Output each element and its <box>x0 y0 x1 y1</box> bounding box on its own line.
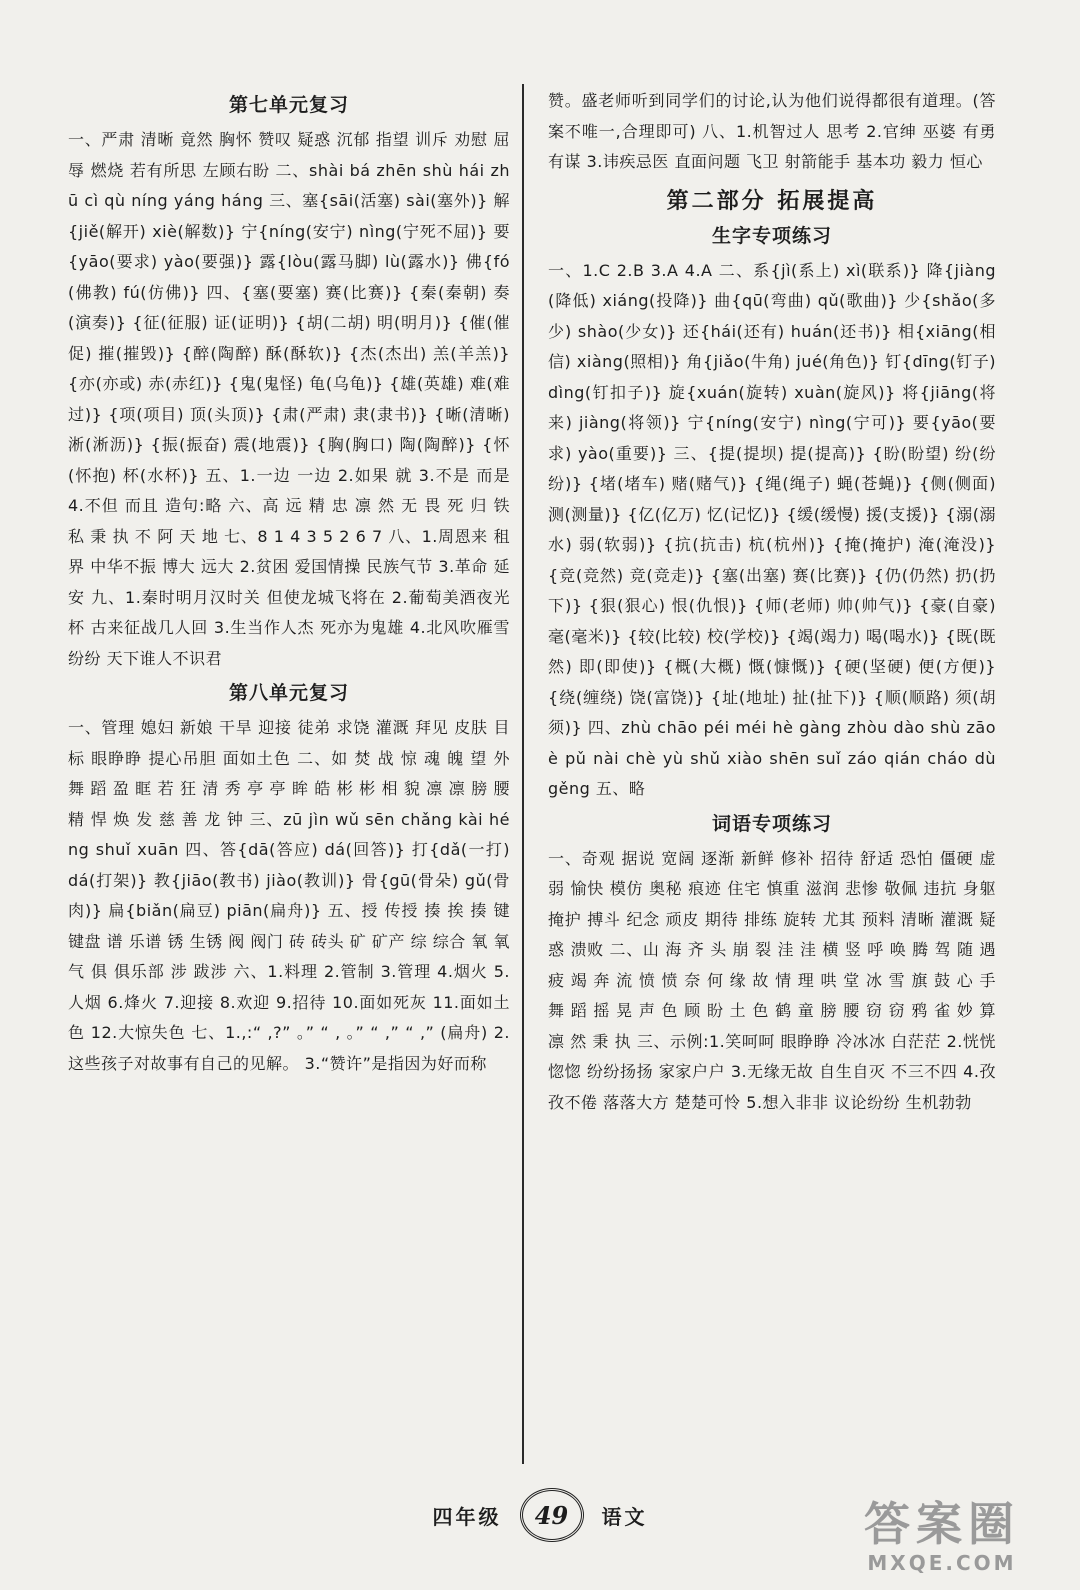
page-number: 49 <box>534 1500 569 1530</box>
left-column <box>68 86 510 1079</box>
right-column <box>548 86 996 1118</box>
part2-title: 第二部分 拓展提高 <box>666 188 878 214</box>
unit7-title: 第七单元复习 <box>228 94 349 116</box>
subject-label: 语文 <box>601 1504 648 1529</box>
column-divider <box>522 84 524 1464</box>
watermark-domain: MXQE.COM <box>867 1551 1017 1575</box>
chars-practice-title: 生字专项练习 <box>711 224 832 247</box>
unit8-title: 第八单元复习 <box>228 682 349 704</box>
grade-label: 四年级 <box>432 1504 502 1529</box>
chars-practice-answers: 一、1.C 2.B 3.A 4.A 二、系{jì(系上) xì(联系)} 降{jiàng(降低) xiáng(投降)} 曲{qū(弯曲) qǔ(歌曲)} 少{shǎo(多少) shào(少女)} 还{hái(还有) huán(还书)} 相{xiāng(相信) xiàng(照相)} 角{jiǎo(牛角) jué(角色)} 钉{dīng(钉子) dìng(钉扣子)} 旋{xuán(旋转) xuàn(旋风)} 将{jiāng(将来) jiàng(将领)} 宁{níng(安宁) nìng(宁可)} 要{yāo(要求) yào(重要)} 三、{提(提坝) 提(提高)} {盼(盼望) 纷(纷纷)} {堵(堵车) 赌(赌气)} {绳(绳子) 蝇(苍蝇)} {侧(侧面) 测(测量)} {亿(亿万) 忆(记忆)} {缓(缓慢) 援(支援)} {溺(溺水) 弱(软弱)} {抗(抗击) 杭(杭州)} {掩(掩护) 淹(淹没)} {竞(竞然) 竞(竞走)} {塞(出塞) 赛(比赛)} {仍(仍然) 扔(扔下)} {狠(狠心) 恨(仇恨)} {师(老师) 帅(帅气)} {豪(自豪) 毫(毫米)} {较(比较) 校(学校)} {竭(竭力) 喝(喝水)} {既(既然) 即(即使)} {概(大概) 慨(慷慨)} {硬(坚硬) 便(方便)} {绕(缠绕) 饶(富饶)} {址(地址) 扯(扯下)} {顺(顺路) 须(胡须)} 四、zhù chāo péi méi hè gàng zhòu dào shù zāo è pǔ nài chè yù shǔ xiào shēn suǐ záo qián cháo dù gěng 五、略 <box>548 260 996 798</box>
words-practice-title: 词语专项练习 <box>711 812 832 835</box>
site-watermark <box>822 1498 1062 1582</box>
unit7-answers: 一、严肃 清晰 竟然 胸怀 赞叹 疑惑 沉郁 指望 训斥 劝慰 屈辱 燃烧 若有所思 左顾右盼 二、shài bá zhēn shù hái zhū cì qù níng yáng háng 三、塞{sāi(活塞) sài(塞外)} 解{jiě(解开) xiè(解数)} 宁{níng(安宁) nìng(宁死不屈)} 要{yāo(要求) yào(要强)} 露{lòu(露马脚) lù(露水)} 佛{fó(佛教) fú(仿佛)} 四、{塞(要塞) 赛(比赛)} {秦(秦朝) 奏(演奏)} {征(征服) 证(证明)} {胡(二胡) 明(明月)} {催(催促) 摧(摧毁)} {醉(陶醉) 酥(酥软)} {杰(杰出) 羔(羊羔)} {亦(亦或) 赤(赤红)} {鬼(鬼怪) 龟(乌龟)} {雄(英雄) 难(难过)} {项(项目) 顶(头顶)} {肃(严肃) 隶(隶书)} {晰(清晰) 淅(淅沥)} {振(振奋) 震(地震)} {胸(胸口) 陶(陶醉)} {怀(怀抱) 杯(水杯)} 五、1.一边 一边 2.如果 就 3.不是 而是 4.不但 而且 造句:略 六、高 远 精 忠 凛 然 无 畏 死 归 铁 私 秉 执 不 阿 天 地 七、8 1 4 3 5 2 6 7 八、1.周恩来 租界 中华不振 博大 远大 2.贫困 爱国情操 民族气节 3.革命 延安 九、1.秦时明月汉时关 但使龙城飞将在 2.葡萄美酒夜光杯 古来征战几人回 3.生当作人杰 死亦为鬼雄 4.北风吹雁雪纷纷 天下谁人不识君 <box>68 130 510 668</box>
unit8-continued-answers: 赞。盛老师听到同学们的讨论,认为他们说得都很有道理。(答案不唯一,合理即可) 八、1.机智过人 思考 2.官绅 巫婆 有勇有谋 3.讳疾忌医 直面问题 飞卫 射箭能手 基本功 毅力 恒心 <box>548 91 996 171</box>
unit8-answers: 一、管理 媳妇 新娘 干旱 迎接 徒弟 求饶 灌溉 拜见 皮肤 目标 眼睁睁 提心吊胆 面如土色 二、如 焚 战 惊 魂 魄 望 外 舞 蹈 盈 眶 若 狂 清 秀 亭 亭 眸 皓 彬 彬 相 貌 凛 凛 膀 腰 精 悍 焕 发 慈 善 龙 钟 三、zū jìn wǔ sēn chǎng kài héng shuǐ xuān 四、答{dā(答应) dá(回答)} 打{dǎ(一打) dá(打架)} 教{jiāo(教书) jiào(教训)} 骨{gū(骨朵) gǔ(骨肉)} 扁{biǎn(扁豆) piān(扁舟)} 五、授 传授 揍 挨 揍 键 键盘 谱 乐谱 锈 生锈 阀 阀门 砖 砖头 矿 矿产 综 综合 氧 氧气 俱 俱乐部 涉 跋涉 六、1.料理 2.管制 3.管理 4.烟火 5.人烟 6.烽火 7.迎接 8.欢迎 9.招待 10.面如死灰 11.面如土色 12.大惊失色 七、1.,:“ ,?” 。” “ , 。” “ ,” “ ,” (扁舟) 2.这些孩子对故事有自己的见解。 3.“赞许”是指因为好而称 <box>68 718 510 1073</box>
words-practice-answers: 一、奇观 据说 宽阔 逐渐 新鲜 修补 招待 舒适 恐怕 僵硬 虚弱 愉快 模仿 奥秘 痕迹 住宅 慎重 滋润 悲惨 敬佩 违抗 身躯 掩护 搏斗 纪念 顽皮 期待 排练 旋转 尤其 预料 清晰 灌溉 疑惑 溃败 二、山 海 齐 头 崩 裂 洼 洼 横 竖 呼 唤 腾 驾 随 遇 疲 竭 奔 流 愤 愤 奈 何 缘 故 情 理 哄 堂 冰 雪 旗 鼓 心 手 舞 蹈 摇 晃 声 色 顾 盼 土 色 鹤 童 膀 腰 窃 窃 鸦 雀 妙 算 凛 然 秉 执 三、示例:1.笑呵呵 眼睁睁 冷冰冰 白茫茫 2.恍恍惚惚 纷纷扬扬 家家户户 3.无缘无故 自生自灭 不三不四 4.孜孜不倦 落落大方 楚楚可怜 5.想入非非 议论纷纷 生机勃勃 <box>548 848 996 1112</box>
watermark-logo-text: 答案圈 <box>864 1497 1020 1551</box>
page-number-badge <box>520 1488 584 1542</box>
